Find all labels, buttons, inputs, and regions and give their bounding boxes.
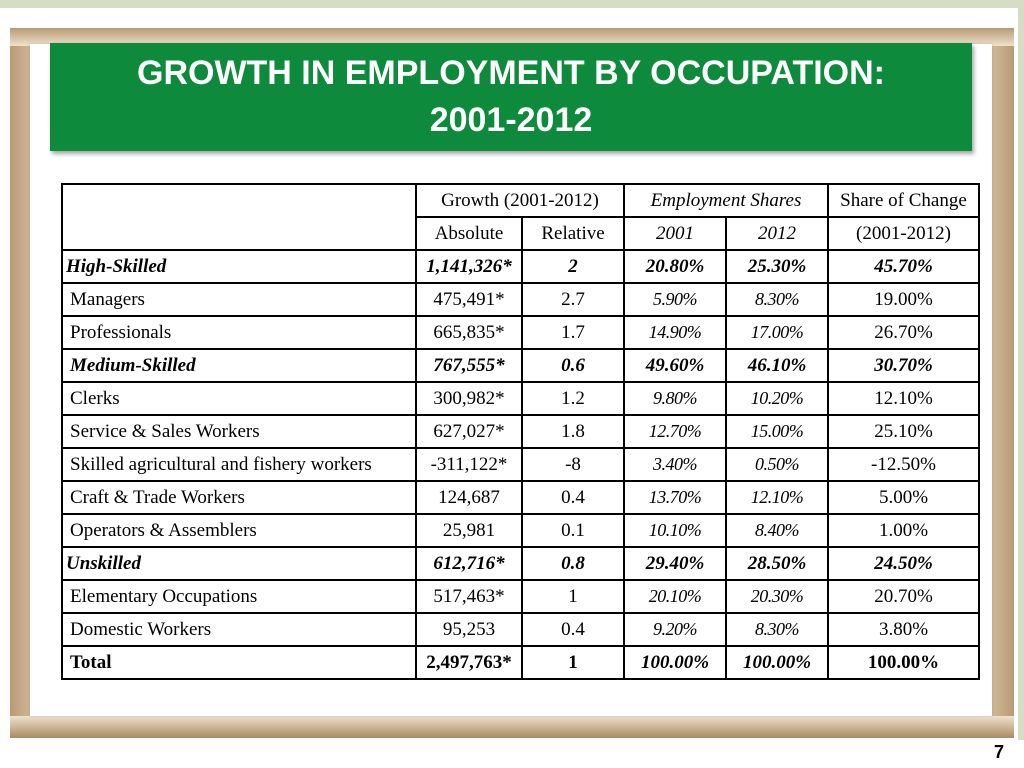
cell-share-change: 1.00% xyxy=(828,514,979,547)
cell-relative: 0.1 xyxy=(522,514,624,547)
table-row xyxy=(62,514,979,547)
cell-share-change: 5.00% xyxy=(828,481,979,514)
table-row xyxy=(62,415,979,448)
cell-relative: 1.8 xyxy=(522,415,624,448)
cell-share-2012: 100.00% xyxy=(726,646,828,679)
header-row-1 xyxy=(62,184,979,217)
cell-relative: 0.4 xyxy=(522,613,624,646)
cell-share-change: 24.50% xyxy=(828,547,979,580)
row-label: Craft & Trade Workers xyxy=(62,481,416,514)
cell-absolute: 517,463* xyxy=(416,580,522,613)
table-row-category xyxy=(62,250,979,283)
cell-share-2012: 28.50% xyxy=(726,547,828,580)
row-label: Skilled agricultural and fishery workers xyxy=(62,448,416,481)
row-label: Professionals xyxy=(62,316,416,349)
cell-absolute: 665,835* xyxy=(416,316,522,349)
cell-share-2001: 3.40% xyxy=(624,448,726,481)
cell-share-2012: 8.30% xyxy=(726,613,828,646)
row-label: Medium-Skilled xyxy=(62,349,416,382)
cell-relative: -8 xyxy=(522,448,624,481)
table-row-category xyxy=(62,349,979,382)
cell-share-2012: 17.00% xyxy=(726,316,828,349)
table-row xyxy=(62,448,979,481)
cell-absolute: 300,982* xyxy=(416,382,522,415)
header-2012: 2012 xyxy=(726,217,828,250)
cell-share-2012: 8.40% xyxy=(726,514,828,547)
header-share-of-change: Share of Change xyxy=(828,184,979,217)
page-number: 7 xyxy=(993,742,1004,762)
table-row xyxy=(62,481,979,514)
cell-share-2012: 10.20% xyxy=(726,382,828,415)
cell-relative: 0.4 xyxy=(522,481,624,514)
cell-share-2001: 12.70% xyxy=(624,415,726,448)
cell-absolute: 95,253 xyxy=(416,613,522,646)
slide-title-line2: 2001-2012 xyxy=(429,101,593,139)
table-row-total xyxy=(62,646,979,679)
slide-title-line1: GROWTH IN EMPLOYMENT BY OCCUPATION: xyxy=(137,54,885,92)
employment-table xyxy=(61,183,980,680)
header-2001: 2001 xyxy=(624,217,726,250)
cell-share-change: 26.70% xyxy=(828,316,979,349)
header-absolute: Absolute xyxy=(416,217,522,250)
row-label: Total xyxy=(62,646,416,679)
cell-relative: 1.2 xyxy=(522,382,624,415)
cell-absolute: 612,716* xyxy=(416,547,522,580)
cell-share-change: -12.50% xyxy=(828,448,979,481)
table-row xyxy=(62,316,979,349)
cell-share-2001: 20.80% xyxy=(624,250,726,283)
row-label: Unskilled xyxy=(62,547,416,580)
cell-relative: 1 xyxy=(522,580,624,613)
cell-share-change: 12.10% xyxy=(828,382,979,415)
row-label: Domestic Workers xyxy=(62,613,416,646)
cell-share-2001: 9.80% xyxy=(624,382,726,415)
cell-absolute: 1,141,326* xyxy=(416,250,522,283)
cell-share-2012: 46.10% xyxy=(726,349,828,382)
row-label: Service & Sales Workers xyxy=(62,415,416,448)
top-accent-bar xyxy=(0,0,1024,8)
cell-share-2001: 49.60% xyxy=(624,349,726,382)
cell-relative: 2 xyxy=(522,250,624,283)
cell-share-change: 25.10% xyxy=(828,415,979,448)
table-row xyxy=(62,382,979,415)
cell-share-2001: 20.10% xyxy=(624,580,726,613)
header-employment-shares: Employment Shares xyxy=(624,184,828,217)
cell-share-2012: 15.00% xyxy=(726,415,828,448)
cell-share-2001: 14.90% xyxy=(624,316,726,349)
cell-share-change: 45.70% xyxy=(828,250,979,283)
cell-share-2012: 0.50% xyxy=(726,448,828,481)
cell-share-change: 100.00% xyxy=(828,646,979,679)
header-relative: Relative xyxy=(522,217,624,250)
cell-absolute: -311,122* xyxy=(416,448,522,481)
cell-absolute: 124,687 xyxy=(416,481,522,514)
table-row xyxy=(62,580,979,613)
cell-absolute: 627,027* xyxy=(416,415,522,448)
cell-share-2012: 20.30% xyxy=(726,580,828,613)
cell-share-2012: 25.30% xyxy=(726,250,828,283)
cell-absolute: 25,981 xyxy=(416,514,522,547)
table-row xyxy=(62,613,979,646)
cell-share-2001: 9.20% xyxy=(624,613,726,646)
cell-absolute: 2,497,763* xyxy=(416,646,522,679)
table-row xyxy=(62,283,979,316)
cell-share-2012: 8.30% xyxy=(726,283,828,316)
cell-absolute: 767,555* xyxy=(416,349,522,382)
cell-share-2001: 10.10% xyxy=(624,514,726,547)
cell-share-2001: 29.40% xyxy=(624,547,726,580)
cell-share-change: 30.70% xyxy=(828,349,979,382)
cell-share-2001: 5.90% xyxy=(624,283,726,316)
header-change-period: (2001-2012) xyxy=(828,217,979,250)
right-accent-bar xyxy=(1018,0,1024,740)
table-row-category xyxy=(62,547,979,580)
cell-absolute: 475,491* xyxy=(416,283,522,316)
row-label: Clerks xyxy=(62,382,416,415)
cell-share-2012: 12.10% xyxy=(726,481,828,514)
header-growth: Growth (2001-2012) xyxy=(416,184,624,217)
cell-share-change: 3.80% xyxy=(828,613,979,646)
cell-share-2001: 13.70% xyxy=(624,481,726,514)
slide-title xyxy=(50,43,972,151)
row-label: Managers xyxy=(62,283,416,316)
row-label: Operators & Assemblers xyxy=(62,514,416,547)
cell-share-2001: 100.00% xyxy=(624,646,726,679)
cell-share-change: 19.00% xyxy=(828,283,979,316)
row-label: Elementary Occupations xyxy=(62,580,416,613)
row-label: High-Skilled xyxy=(62,250,416,283)
cell-relative: 0.6 xyxy=(522,349,624,382)
cell-relative: 2.7 xyxy=(522,283,624,316)
cell-relative: 1 xyxy=(522,646,624,679)
cell-relative: 1.7 xyxy=(522,316,624,349)
cell-relative: 0.8 xyxy=(522,547,624,580)
header-blank-cell xyxy=(62,184,416,250)
cell-share-change: 20.70% xyxy=(828,580,979,613)
